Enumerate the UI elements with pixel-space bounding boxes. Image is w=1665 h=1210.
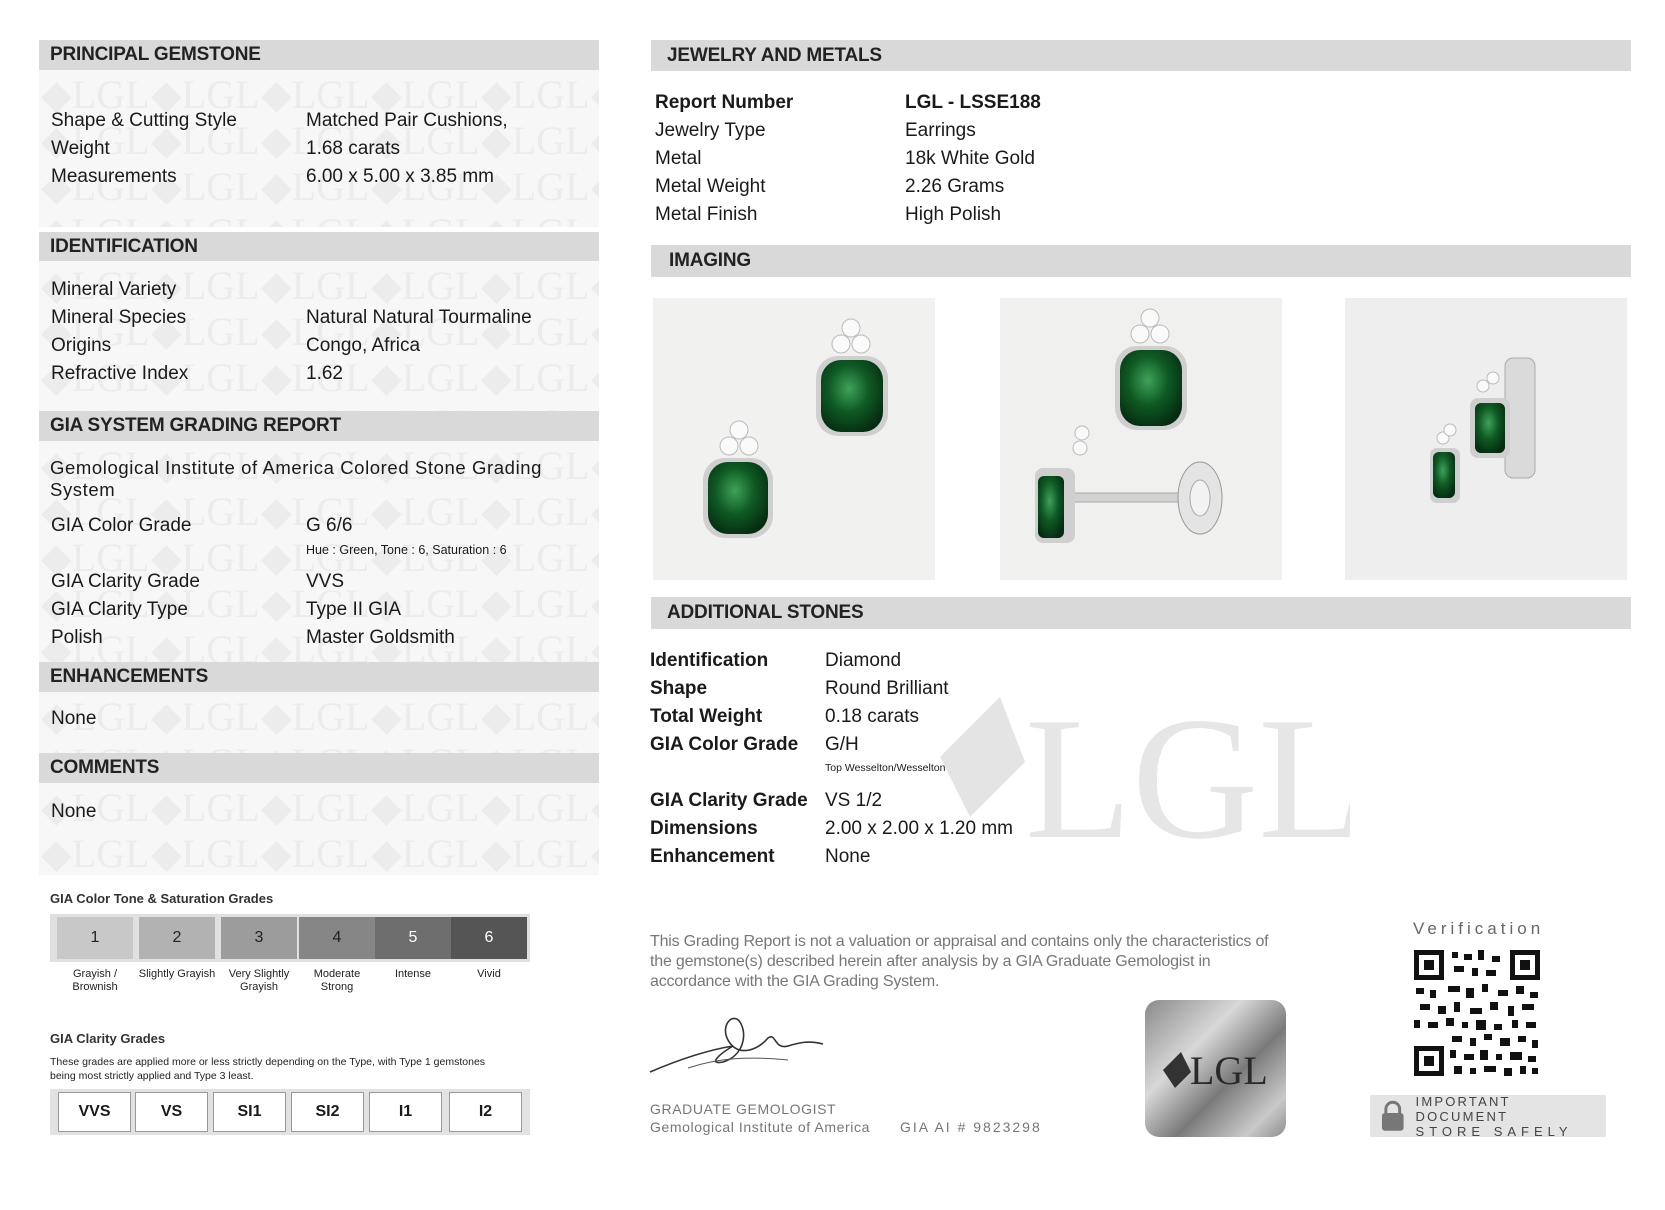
- important-document-text: IMPORTANT DOCUMENT: [1415, 1093, 1511, 1124]
- add-clarity-grade-value: VS 1/2: [825, 790, 883, 811]
- metal-finish-label: Metal Finish: [655, 204, 758, 225]
- tone-grade-box: 4: [299, 917, 375, 959]
- weight-value: 1.68 carats: [306, 138, 400, 159]
- watermark-logo-text: LGL: [1025, 681, 1350, 847]
- comments-value: None: [51, 801, 97, 822]
- add-enhancement-value: None: [825, 846, 871, 867]
- principal-gemstone-section: [39, 70, 599, 227]
- origins-label: Origins: [51, 335, 112, 356]
- tone-grade-box: 5: [375, 917, 451, 959]
- add-dimensions-value: 2.00 x 2.00 x 1.20 mm: [825, 818, 1013, 839]
- jewelry-type-value: Earrings: [905, 120, 976, 141]
- clarity-grade-box: SI1: [213, 1092, 286, 1132]
- refractive-index-value: 1.62: [306, 363, 343, 384]
- add-total-weight-label: Total Weight: [650, 706, 763, 727]
- tone-grade-caption: Very Slightly Grayish: [228, 968, 290, 993]
- origins-value: Congo, Africa: [306, 335, 421, 356]
- metal-label: Metal: [655, 148, 702, 169]
- watermark-pattern: [39, 783, 599, 875]
- principal-gemstone-header: PRINCIPAL GEMSTONE: [39, 40, 599, 70]
- lock-icon: [1378, 1099, 1408, 1133]
- additional-stones-header: ADDITIONAL STONES: [651, 597, 1631, 629]
- tone-grade-caption: Vivid: [477, 968, 501, 980]
- gia-color-grade-label: GIA Color Grade: [51, 515, 192, 536]
- watermark-pattern: [39, 692, 599, 753]
- report-number-value: LGL - LSSE188: [905, 92, 1041, 113]
- identification-header: IDENTIFICATION: [39, 232, 599, 261]
- gia-grading-section: [39, 441, 599, 662]
- tone-grade-caption: Grayish / Brownish: [72, 968, 118, 993]
- tone-grade-caption: Intense: [394, 968, 432, 980]
- enhancements-section: [39, 692, 599, 753]
- comments-header: COMMENTS: [39, 753, 599, 783]
- mineral-variety-label: Mineral Variety: [51, 279, 177, 300]
- verification-label: Verification: [1413, 919, 1545, 938]
- tone-grade-caption: Slightly Grayish: [138, 968, 216, 980]
- earring-photo-side: [1000, 298, 1282, 580]
- polish-value: Master Goldsmith: [306, 627, 455, 648]
- add-color-note: Top Wesselton/Wesselton: [825, 762, 946, 774]
- refractive-index-label: Refractive Index: [51, 363, 189, 384]
- add-color-grade-label: GIA Color Grade: [650, 734, 799, 755]
- imaging-header: IMAGING: [651, 245, 1631, 277]
- add-color-grade-value: G/H: [825, 734, 859, 755]
- verification-qr-code[interactable]: [1414, 950, 1540, 1076]
- metal-finish-value: High Polish: [905, 204, 1002, 225]
- add-clarity-grade-label: GIA Clarity Grade: [650, 790, 808, 811]
- measurements-value: 6.00 x 5.00 x 3.85 mm: [306, 166, 494, 187]
- clarity-scale-title: GIA Clarity Grades: [50, 1031, 166, 1046]
- metal-weight-value: 2.26 Grams: [905, 176, 1005, 197]
- shape-label: Shape & Cutting Style: [51, 110, 237, 131]
- enhancements-header: ENHANCEMENTS: [39, 662, 599, 692]
- gia-number: GIA AI # 9823298: [900, 1119, 1042, 1135]
- gemologist-institute: Gemological Institute of America: [650, 1119, 870, 1135]
- mineral-species-value: Natural Natural Tourmaline: [306, 307, 532, 328]
- comments-section: [39, 783, 599, 875]
- shape-value: Matched Pair Cushions,: [306, 110, 508, 131]
- tone-grade-box: 1: [57, 917, 133, 959]
- disclaimer-text: This Grading Report is not a valuation or appraisal and contains only the characteristics of the gemstone(s) described herein after analysis by a GIA Graduate Gemologist in accordance with the GIA Grading System.: [650, 933, 1269, 990]
- identification-section: [39, 261, 599, 411]
- clarity-grade-box: I2: [449, 1092, 522, 1132]
- tone-grade-box: 3: [221, 917, 297, 959]
- clarity-grade-box: SI2: [291, 1092, 364, 1132]
- weight-label: Weight: [51, 138, 110, 159]
- add-dimensions-label: Dimensions: [650, 818, 758, 839]
- gia-grading-header: GIA SYSTEM GRADING REPORT: [39, 411, 599, 441]
- measurements-label: Measurements: [51, 166, 177, 187]
- polish-label: Polish: [51, 627, 103, 648]
- clarity-grade-box: VVS: [58, 1092, 131, 1132]
- earring-photo-angle: [1345, 298, 1627, 580]
- tone-grade-box: 6: [451, 917, 527, 959]
- earring-left: [703, 421, 773, 538]
- hologram-logo-text: LGL: [1190, 1048, 1268, 1093]
- gia-clarity-grade-label: GIA Clarity Grade: [51, 571, 200, 592]
- metal-value: 18k White Gold: [905, 148, 1035, 169]
- gia-system-text: Gemological Institute of America Colored Stone Grading System: [50, 457, 543, 500]
- clarity-scale-note: These grades are applied more or less strictly depending on the Type, with Type 1 gemstones being most strictly applied and Type 3 least.: [50, 1056, 486, 1082]
- enhancements-value: None: [51, 708, 97, 729]
- tone-grade-box: 2: [139, 917, 215, 959]
- important-document-badge: [1370, 1095, 1606, 1137]
- gia-color-note: Hue : Green, Tone : 6, Saturation : 6: [306, 543, 507, 557]
- clarity-grade-box: VS: [135, 1092, 208, 1132]
- jewelry-type-label: Jewelry Type: [655, 120, 766, 141]
- add-shape-value: Round Brilliant: [825, 678, 949, 699]
- add-total-weight-value: 0.18 carats: [825, 706, 919, 727]
- clarity-grade-box: I1: [369, 1092, 442, 1132]
- earring-photo-front: [653, 298, 935, 580]
- store-safely-text: STORE SAFELY: [1415, 1123, 1573, 1139]
- tone-grade-caption: Moderate Strong: [313, 968, 361, 993]
- add-identification-label: Identification: [650, 650, 769, 671]
- gemologist-signature: [648, 1010, 828, 1080]
- gia-color-grade-value: G 6/6: [306, 515, 353, 536]
- gia-clarity-grade-value: VVS: [306, 571, 345, 592]
- gia-clarity-type-label: GIA Clarity Type: [51, 599, 188, 620]
- tone-scale-title: GIA Color Tone & Saturation Grades: [50, 891, 274, 906]
- earring-right: [816, 319, 888, 436]
- gia-clarity-type-value: Type II GIA: [306, 599, 402, 620]
- hologram-seal: [1145, 1000, 1286, 1137]
- metal-weight-label: Metal Weight: [655, 176, 766, 197]
- report-number-label: Report Number: [655, 92, 794, 113]
- mineral-species-label: Mineral Species: [51, 307, 187, 328]
- jewelry-metals-header: JEWELRY AND METALS: [651, 40, 1631, 71]
- add-enhancement-label: Enhancement: [650, 846, 775, 867]
- add-shape-label: Shape: [650, 678, 708, 699]
- gemologist-title: GRADUATE GEMOLOGIST: [650, 1101, 837, 1117]
- add-identification-value: Diamond: [825, 650, 902, 671]
